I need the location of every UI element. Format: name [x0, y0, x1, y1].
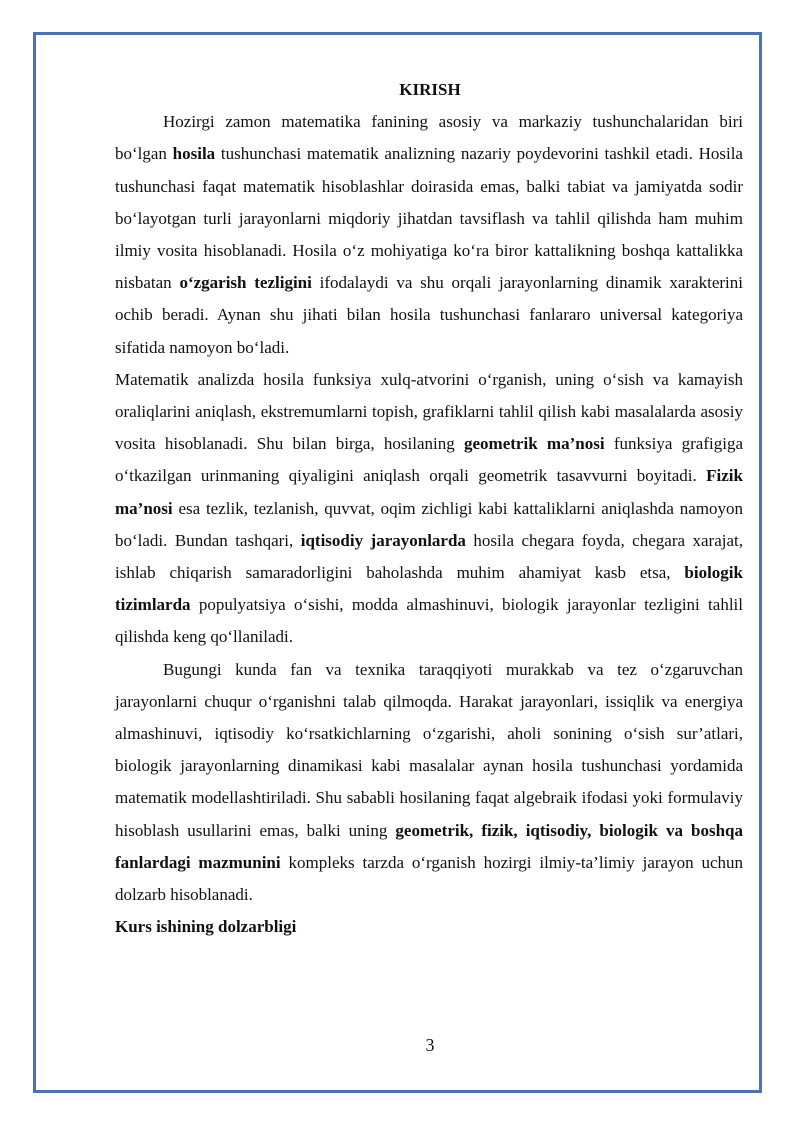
paragraph-text: hosila chegara foyda, chegara xarajat, ishlab chiqarish samaradorligini baholashda muhim ahamiyat kasb etsa, — [115, 530, 743, 583]
paragraph-text: ifodalaydi va shu orqali jarayonlarning dinamik xarakterini ochib beradi. Aynan shu jihati bilan hosila tushunchasi fanlararo universal kategoriya sifatida namoyon bo‘ladi. — [115, 273, 743, 357]
paragraph-text: Hozirgi zamon matematika fanining asosiy va markaziy tushunchalaridan biri bo‘lgan — [115, 112, 743, 164]
bold-term: biologik tizimlarda — [115, 563, 743, 615]
bold-term: geometrik ma’nosi — [464, 434, 605, 454]
bold-term: iqtisodiy jarayonlarda — [300, 530, 466, 550]
paragraphs-container — [115, 106, 743, 911]
page-number: 3 — [425, 1035, 435, 1055]
paragraph-text: tushunchasi matematik analizning nazariy poydevorini tashkil etadi. Hosila tushunchasi faqat matematik hisoblashlar doirasida emas, balki tabiat va jamiyatda sodir bo‘layotgan turli jarayonlarni miqdoriy jihatdan tavsiflash va tahlil qilishda ham muhim ilmiy vosita hisoblanadi. Hosila o‘z mohiyatiga ko‘ra biror kattalikning boshqa kattalikka nisbatan — [115, 144, 743, 293]
bold-term: o‘zgarish tezligini — [179, 273, 312, 293]
bold-term: Fizik ma’nosi — [115, 466, 743, 518]
paragraph-text: kompleks tarzda o‘rganish hozirgi ilmiy-ta’limiy jarayon uchun dolzarb hisoblanadi. — [115, 852, 743, 905]
paragraph-text: populyatsiya o‘sishi, modda almashinuvi, biologik jarayonlar tezligini tahlil qilishda keng qo‘llaniladi. — [115, 595, 743, 647]
paragraph-text: funksiya grafigiga o‘tkazilgan urinmaning qiyaligini aniqlash orqali geometrik tasavvurni boyitadi. — [115, 434, 743, 486]
section-heading: Kurs ishining dolzarbligi — [115, 917, 297, 937]
bold-term: hosila — [172, 144, 216, 164]
body-paragraph — [115, 654, 743, 912]
document-title: KIRISH — [399, 80, 461, 99]
bold-term: geometrik, fizik, iqtisodiy, biologik va boshqa fanlardagi mazmunini — [115, 820, 743, 872]
document-body — [115, 74, 743, 943]
paragraph-text: Matematik analizda hosila funksiya xulq-atvorini o‘rganish, uning o‘sish va kamayish oraliqlarini aniqlash, ekstremumlarni topish, grafiklarni tahlil qilish kabi masalalarda asosiy vosita hisoblanadi. Shu bilan birga, hosilaning — [115, 369, 743, 454]
paragraph-text: Bugungi kunda fan va texnika taraqqiyoti murakkab va tez o‘zgaruvchan jarayonlarni chuqur o‘rganishni talab qilmoqda. Harakat jarayonlari, issiqlik va energiya almashinuvi, iqtisodiy ko‘rsatkichlarning o‘zgarishi, aholi sonining o‘sish sur’atlari, biologik jarayonlarning dinamikasi kabi masalalar aynan hosila tushunchasi yordamida matematik modellashtiriladi. Shu sababli hosilaning faqat algebraik ifodasi yoki formulaviy hisoblash usullarini emas, balki uning — [115, 659, 743, 840]
body-paragraph — [115, 364, 743, 654]
paragraph-text: esa tezlik, tezlanish, quvvat, oqim zichligi kabi kattaliklarni aniqlashda namoyon bo‘ladi. Bundan tashqari, — [115, 498, 743, 550]
body-paragraph — [115, 106, 743, 364]
